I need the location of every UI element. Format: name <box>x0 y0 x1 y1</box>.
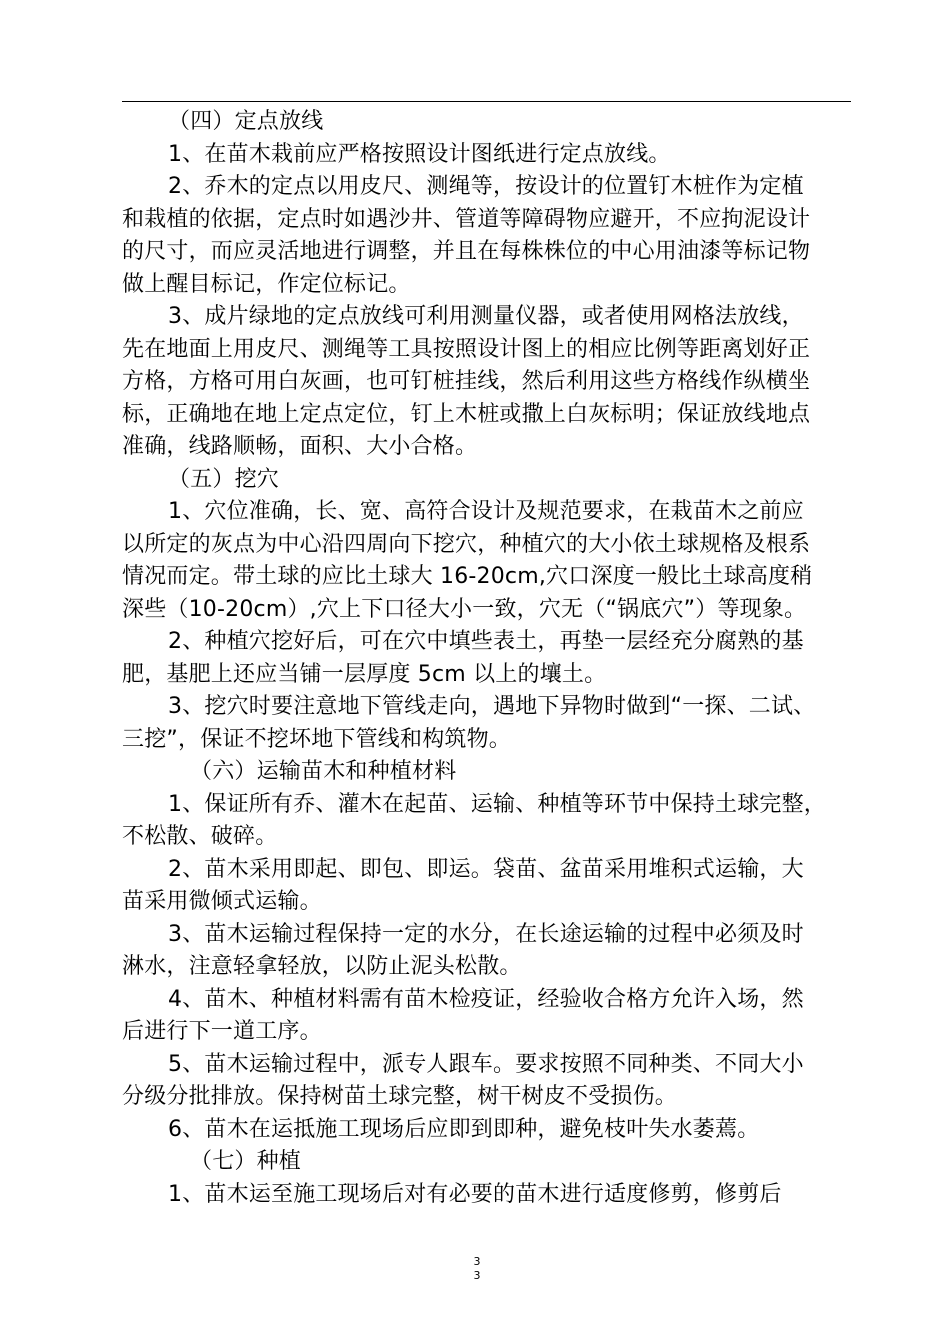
section-heading: （四）定点放线 <box>168 109 324 134</box>
page-number: 3 3 <box>473 1255 481 1282</box>
header-rule <box>122 101 851 102</box>
paragraph-line: 1、穴位准确，长、宽、高符合设计及规范要求，在栽苗木之前应 <box>168 499 804 524</box>
document-body <box>122 106 857 1211</box>
paragraph-line: 2、乔木的定点以用皮尺、测绳等，按设计的位置钉木桩作为定植 <box>168 174 804 199</box>
paragraph-line: 情况而定。带土球的应比土球大 16-20cm,穴口深度一般比土球高度稍 <box>122 564 813 589</box>
paragraph-line: 5、苗木运输过程中，派专人跟车。要求按照不同种类、不同大小 <box>168 1051 804 1077</box>
paragraph-line: 2、种植穴挖好后，可在穴中填些表土，再垫一层经充分腐熟的基 <box>168 629 804 654</box>
paragraph-line: 的尺寸，而应灵活地进行调整，并且在每株株位的中心用油漆等标记物 <box>122 239 811 264</box>
paragraph-line: 2、苗木采用即起、即包、即运。袋苗、盆苗采用堆积式运输，大 <box>168 856 804 882</box>
paragraph-line: 淋水，注意轻拿轻放，以防止泥头松散。 <box>122 954 522 979</box>
paragraph-line: 做上醒目标记，作定位标记。 <box>122 271 411 297</box>
paragraph-line: 和栽植的依据，定点时如遇沙井、管道等障碍物应避开，不应拘泥设计 <box>122 206 811 232</box>
paragraph-line: 6、苗木在运抵施工现场后应即到即种，避免枝叶失水萎蔫。 <box>168 1116 760 1142</box>
paragraph-line: 三挖”，保证不挖坏地下管线和构筑物。 <box>122 726 511 752</box>
paragraph-line: 标，正确地在地上定点定位，钉上木桩或撒上白灰标明；保证放线地点 <box>122 401 811 427</box>
paragraph-line: 以所定的灰点为中心沿四周向下挖穴，种植穴的大小依土球规格及根系 <box>122 531 811 557</box>
paragraph-line: 先在地面上用皮尺、测绳等工具按照设计图上的相应比例等距离划好正 <box>122 336 811 362</box>
paragraph-line: 后进行下一道工序。 <box>122 1019 322 1044</box>
paragraph-line: 1、保证所有乔、灌木在起苗、运输、种植等环节中保持土球完整， <box>168 791 826 817</box>
section-heading: （六）运输苗木和种植材料 <box>190 759 457 784</box>
paragraph-line: 不松散、破碎。 <box>122 824 278 849</box>
section-heading: （七）种植 <box>190 1149 302 1174</box>
paragraph-line: 1、苗木运至施工现场后对有必要的苗木进行适度修剪，修剪后 <box>168 1181 782 1207</box>
paragraph-line: 3、苗木运输过程保持一定的水分，在长途运输的过程中必须及时 <box>168 921 804 947</box>
paragraph-line: 3、挖穴时要注意地下管线走向，遇地下异物时做到“一探、二试、 <box>168 694 816 719</box>
paragraph-line: 分级分批排放。保持树苗土球完整，树干树皮不受损伤。 <box>122 1084 678 1109</box>
paragraph-line: 肥，基肥上还应当铺一层厚度 5cm 以上的壤土。 <box>122 661 607 687</box>
paragraph-line: 方格，方格可用白灰画，也可钉桩挂线，然后利用这些方格线作纵横坐 <box>122 369 811 394</box>
paragraph-line: 深些（10-20cm）,穴上下口径大小一致，穴无（“锅底穴”）等现象。 <box>122 596 807 622</box>
paragraph-line: 苗采用微倾式运输。 <box>122 889 322 914</box>
paragraph-line: 1、在苗木栽前应严格按照设计图纸进行定点放线。 <box>168 141 671 167</box>
section-heading: （五）挖穴 <box>168 466 280 492</box>
paragraph-line: 3、成片绿地的定点放线可利用测量仪器，或者使用网格法放线， <box>168 304 804 329</box>
paragraph-line: 准确，线路顺畅，面积、大小合格。 <box>122 434 478 459</box>
paragraph-line: 4、苗木、种植材料需有苗木检疫证，经验收合格方允许入场，然 <box>168 986 804 1012</box>
